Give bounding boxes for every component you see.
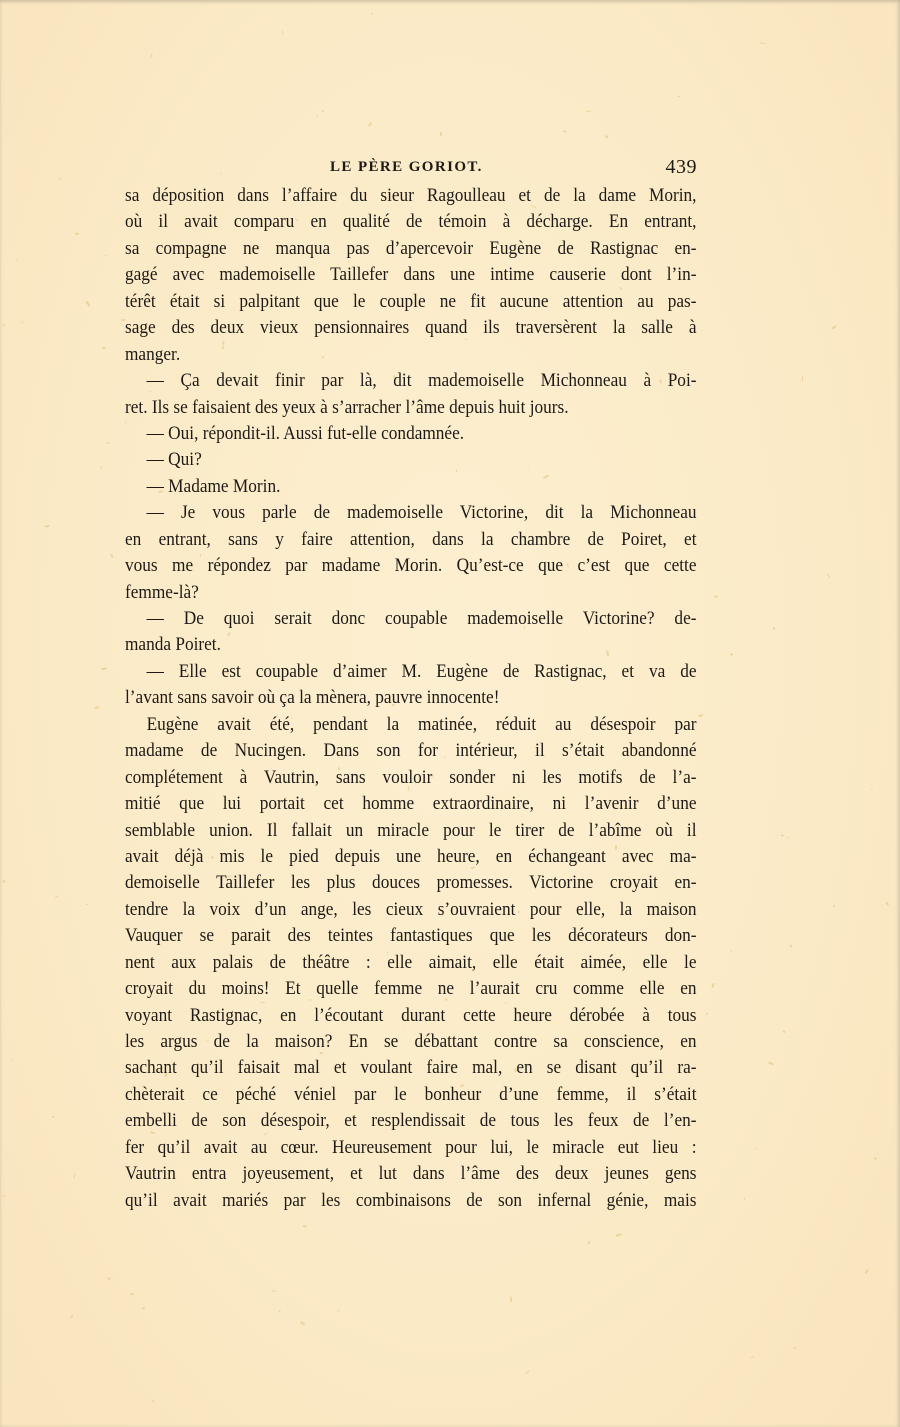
running-title: LE PÈRE GORIOT. <box>330 159 483 175</box>
paper-speck <box>21 321 23 324</box>
paper-speck <box>45 525 50 528</box>
text-line: sa compagne ne manqua pas d’apercevoir Eugène de Rastignac en- <box>125 237 697 259</box>
paper-speck <box>790 945 793 948</box>
paper-speck <box>71 1315 74 1318</box>
page-number: 439 <box>665 156 697 178</box>
paper-speck <box>782 1030 786 1033</box>
text-line: — Je vous parle de mademoiselle Victorine, dit la Michonneau <box>146 502 697 524</box>
paper-speck <box>588 1241 591 1244</box>
paper-speck <box>587 110 592 111</box>
text-line: térêt était si palpitant que le couple ne fit aucune attention au pas- <box>125 290 697 312</box>
paper-speck <box>676 95 679 97</box>
body-text <box>125 183 697 1214</box>
text-line: chèterait ce péché véniel par le bonheur d’une femme, il s’était <box>125 1083 697 1105</box>
paper-speck <box>55 896 59 899</box>
text-line: qu’il avait mariés par les combinaisons de son infernal génie, mais <box>125 1189 697 1211</box>
paper-speck <box>338 1310 340 1312</box>
paper-speck <box>865 1269 870 1274</box>
paper-speck <box>107 1277 111 1280</box>
paper-speck <box>440 132 442 136</box>
paper-speck <box>3 323 5 327</box>
text-line: les argus de la maison? En se débattant contre sa conscience, en <box>125 1031 697 1052</box>
paper-speck <box>832 905 834 908</box>
text-line: complétement à Vautrin, sans vouloir sonder ni les motifs de l’a- <box>125 766 697 788</box>
text-line: — Madame Morin. <box>146 475 281 497</box>
paper-speck <box>706 1012 709 1015</box>
paper-speck <box>301 1321 306 1325</box>
text-line: — Oui, répondit-il. Aussi fut-elle condamnée. <box>146 422 465 444</box>
text-line: femme-là? <box>125 581 199 603</box>
text-line: sachant qu’il faisait mal et voulant faire mal, en se disant qu’il ra- <box>125 1057 697 1079</box>
paper-speck <box>101 668 107 671</box>
text-line: l’avant sans savoir où ça la mènera, pauvre innocente! <box>125 687 500 709</box>
paper-speck <box>150 53 153 58</box>
paper-speck <box>525 1370 529 1374</box>
paper-speck <box>699 714 704 716</box>
paper-speck <box>802 375 804 380</box>
paper-speck <box>102 347 106 349</box>
paper-speck <box>714 595 718 598</box>
paper-speck <box>768 1062 774 1067</box>
paper-speck <box>616 1233 622 1236</box>
paper-speck <box>321 109 324 112</box>
text-line: vous me répondez par madame Morin. Qu’est-ce que c’est que cette <box>125 555 697 577</box>
paper-speck <box>74 1173 76 1179</box>
paper-speck <box>773 626 776 630</box>
paper-speck <box>840 1377 842 1379</box>
paper-speck <box>760 43 765 45</box>
text-line: manger. <box>125 343 181 365</box>
text-line: sage des deux vieux pensionnaires quand ils traversèrent la salle à <box>125 317 697 339</box>
text-line: où il avait comparu en qualité de témoin à décharge. En entrant, <box>125 211 697 233</box>
paper-speck <box>86 904 89 905</box>
text-line: ret. Ils se faisaient des yeux à s’arracher l’âme depuis huit jours. <box>125 396 569 418</box>
page-header <box>125 156 697 182</box>
text-line: en entrant, sans y faire attention, dans la chambre de Poiret, et <box>125 528 697 550</box>
paper-speck <box>3 880 6 884</box>
paper-speck <box>106 442 110 444</box>
paper-speck <box>564 130 567 132</box>
text-line: embelli de son désespoir, et resplendissait de tous les feux de l’en- <box>125 1110 697 1132</box>
paper-speck <box>831 325 836 330</box>
paper-speck <box>110 554 114 558</box>
text-line: voyant Rastignac, en l’écoutant durant cette heure dérobée à tous <box>125 1004 697 1026</box>
paper-speck <box>792 1347 796 1350</box>
paper-speck <box>75 232 79 235</box>
paper-speck <box>11 1060 13 1062</box>
paper-speck <box>605 135 609 139</box>
text-line: Vautrin entra joyeusement, et lut dans l’âme des deux jeunes gens <box>125 1163 697 1185</box>
paper-speck <box>510 1297 513 1302</box>
paper-speck <box>751 1355 755 1357</box>
paper-speck <box>272 1290 277 1293</box>
paper-speck <box>558 122 559 123</box>
text-line: gagé avec mademoiselle Taillefer dans une intime causerie dont l’in- <box>125 264 697 286</box>
text-line: madame de Nucingen. Dans son for intérieur, il s’était abandonné <box>125 740 697 762</box>
text-line: — Elle est coupable d’aimer M. Eugène de Rastignac, et va de <box>146 660 697 682</box>
paper-speck <box>712 983 716 988</box>
paper-speck <box>370 12 373 15</box>
text-line: — Qui? <box>146 449 202 471</box>
text-line: — De quoi serait donc coupable mademoiselle Victorine? de- <box>146 608 697 629</box>
paper-speck <box>870 788 872 790</box>
paper-speck <box>85 301 90 307</box>
text-line: nent aux palais de théâtre : elle aimait, elle était aimée, elle le <box>125 951 697 973</box>
paper-speck <box>94 706 100 709</box>
paper-speck <box>874 1157 877 1159</box>
paper-speck <box>279 1310 281 1312</box>
text-line: mitié que lui portait cet homme extraordinaire, ni l’avenir d’une <box>125 793 697 815</box>
text-line: croyait du moins! Et quelle femme ne l’aurait cru comme elle en <box>125 978 697 1000</box>
paper-speck <box>885 902 889 906</box>
paper-speck <box>826 573 830 578</box>
text-line: semblable union. Il fallait un miracle pour le tirer de l’abîme où il <box>125 819 697 841</box>
text-line: sa déposition dans l’affaire du sieur Ragoulleau et de la dame Morin, <box>125 185 697 206</box>
text-line: tendre la voix d’un ange, les cieux s’ouvraient pour elle, la maison <box>125 898 697 920</box>
text-line: fer qu’il avait au cœur. Heureusement pour lui, le miracle eut lieu : <box>125 1136 697 1158</box>
paper-speck <box>780 834 784 837</box>
paper-speck <box>282 31 284 35</box>
paper-speck <box>130 1293 134 1295</box>
paper-speck <box>152 1400 155 1402</box>
paper-speck <box>105 254 107 256</box>
text-line: manda Poiret. <box>125 634 221 656</box>
paper-speck <box>16 259 18 261</box>
paper-speck <box>100 466 102 469</box>
paper-speck <box>368 122 373 127</box>
paper-speck <box>315 116 318 118</box>
text-line: Vauquer se parait des teintes fantastiques que les décorateurs don- <box>125 925 697 947</box>
paper-speck <box>787 837 789 839</box>
paper-speck <box>58 178 62 181</box>
paper-speck <box>731 654 734 656</box>
text-line: Eugène avait été, pendant la matinée, réduit au désespoir par <box>146 713 697 735</box>
paper-speck <box>743 1197 746 1201</box>
text-line: demoiselle Taillefer les plus douces promesses. Victorine croyait en- <box>125 872 697 894</box>
paper-speck <box>731 950 732 952</box>
text-lines <box>125 183 697 1214</box>
text-line: — Ça devait finir par là, dit mademoiselle Michonneau à Poi- <box>146 370 697 392</box>
paper-speck <box>51 1115 54 1118</box>
paper-speck <box>303 1225 307 1227</box>
text-line: avait déjà mis le pied depuis une heure, en échangeant avec ma- <box>125 845 697 867</box>
paper-speck <box>142 1307 145 1309</box>
paper-speck <box>756 1148 758 1150</box>
paper-speck <box>3 1195 5 1197</box>
